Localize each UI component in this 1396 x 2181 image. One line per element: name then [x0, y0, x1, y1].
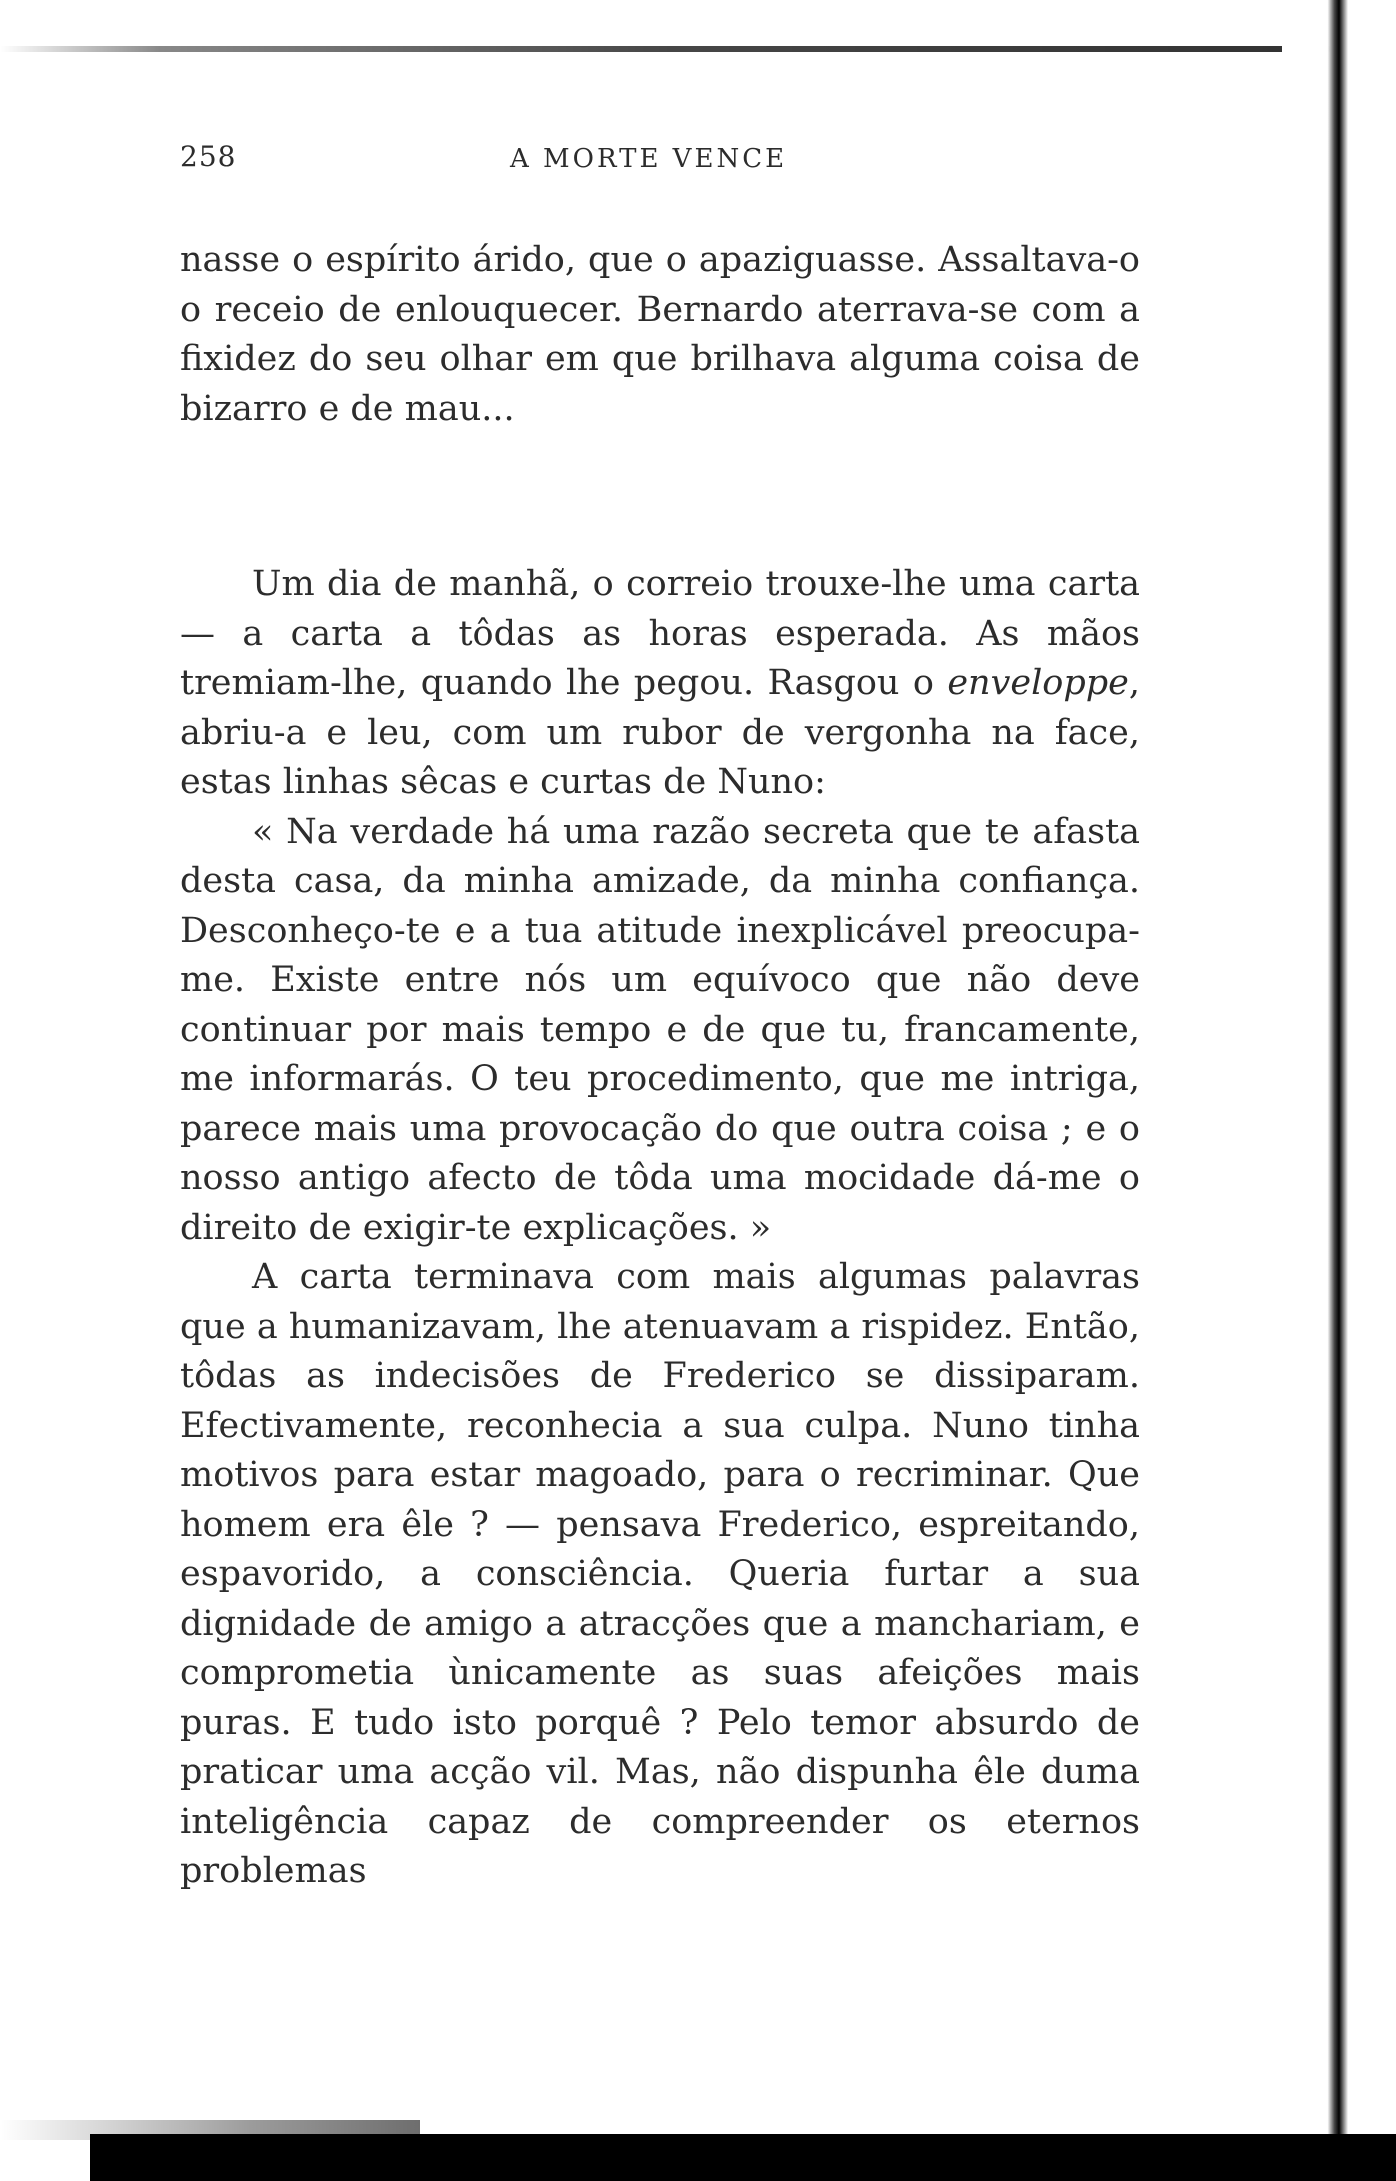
scan-top-edge: [0, 46, 1330, 52]
paragraph-1: nasse o espírito árido, que o apaziguasse. Assaltava-o o receio de enlouquecer. Bernardo aterrava-se com a fixidez do seu olhar em que brilhava alguma coisa de bizarro e de mau...: [180, 240, 1140, 429]
paragraph-3-letter-quote: « Na verdade há uma razão secreta que te afasta desta casa, da minha amizade, da minha confiança. Desconheço-te e a tua atitude inexplicável preocupa-me. Existe entre nós um equívoco que não deve continuar por mais tempo e de que tu, francamente, me informarás. O teu procedimento, que me intriga, parece mais uma provocação do que outra coisa ; e o nosso antigo afecto de tôda uma mocidade dá-me o direito de exigir-te explicações. »: [180, 811, 1140, 1248]
paragraph-2-italic-word: enveloppe: [947, 663, 1129, 703]
running-title: A MORTE VENCE: [510, 144, 788, 174]
scan-right-spine: [1282, 0, 1396, 2181]
paragraph-2-text-a: Um dia de manhã, o correio trouxe-lhe uma carta — a carta a tôdas as horas esperada. As mãos tremiam-lhe, quando lhe pegou. Rasgou o: [180, 564, 1140, 703]
paragraph-2-text-b: , abriu-a e leu, com um rubor de vergonha na face, estas linhas sêcas e curtas de Nuno:: [180, 663, 1140, 802]
scan-bottom-edge: [90, 2134, 1396, 2181]
section-gap: [180, 434, 1140, 560]
page-header: [180, 140, 1140, 196]
book-page: [180, 140, 1140, 1897]
paragraph-2: [180, 560, 1140, 808]
paragraph-4: A carta terminava com mais algumas palavras que a humanizavam, lhe atenuavam a rispidez. Então, tôdas as indecisões de Frederico se dissiparam. Efectivamente, reconhecia a sua culpa. Nuno tinha motivos para estar magoado, para o recriminar. Que homem era êle ? — pensava Frederico, espreitando, espavorido, a consciência. Queria furtar a sua dignidade de amigo a atracções que a manchariam, e comprometia ùnicamente as suas afeições mais puras. E tudo isto porquê ? Pelo temor absurdo de praticar uma acção vil. Mas, não dispunha êle duma inteligência capaz de compreender os eternos problemas: [180, 1257, 1140, 1891]
page-number: 258: [180, 140, 237, 173]
